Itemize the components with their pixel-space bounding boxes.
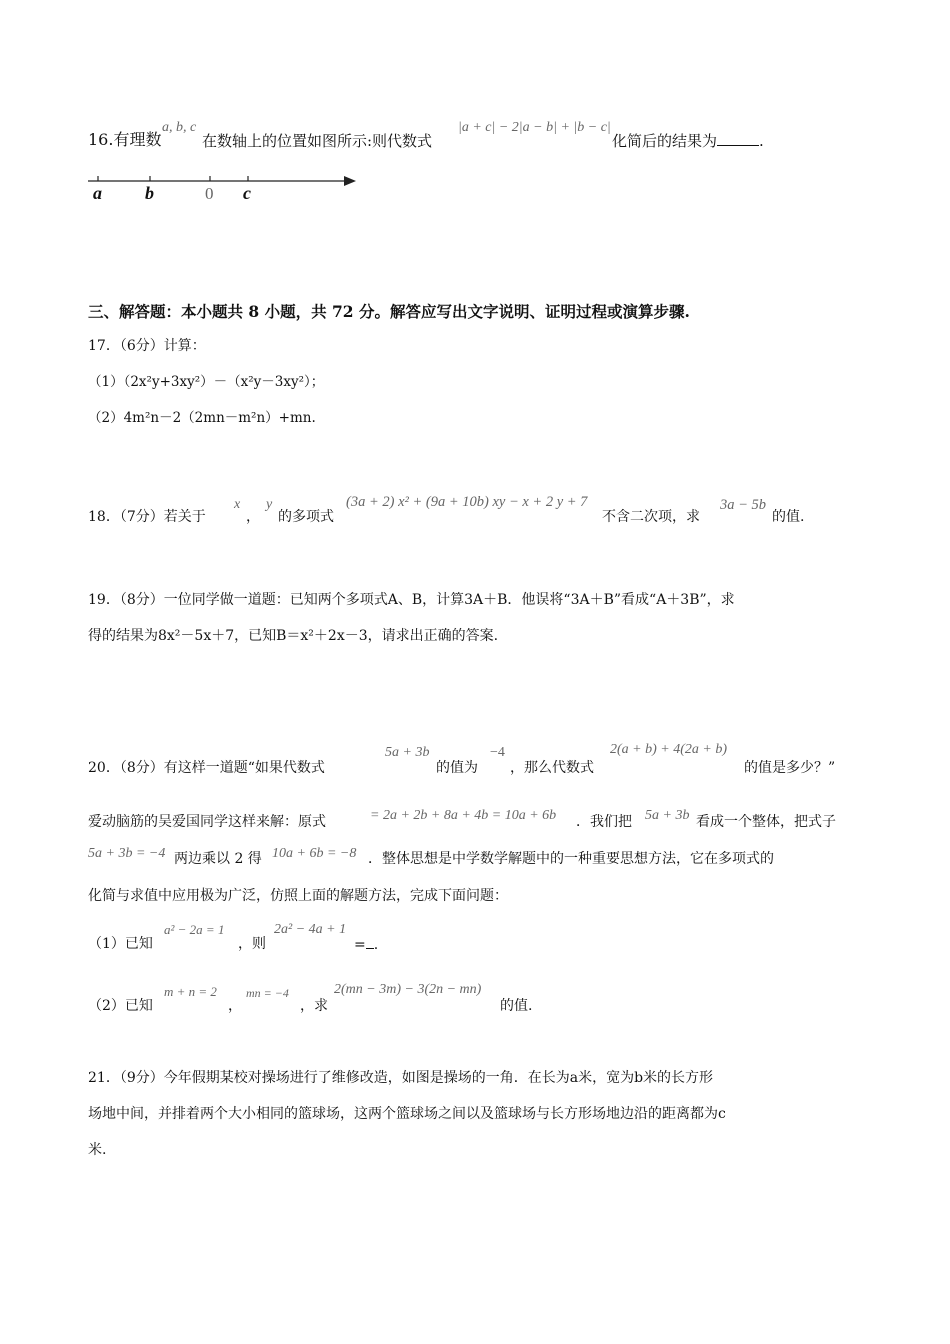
q19-line1: 19．（8分）一位同学做一道题：已知两个多项式A、B，计算3A＋B．他误将“3A＋B”看成“A＋3B”，求 [88, 592, 735, 608]
q18-sep: ， [246, 509, 260, 525]
q16-mid: 在数轴上的位置如图所示:则代数式 [202, 132, 433, 150]
q20-line4: 化简与求值中应用极为广泛，仿照上面的解题方法，完成下面问题： [88, 888, 508, 904]
q18-mid2: 不含二次项，求 [602, 509, 700, 525]
axis-label-c: c [243, 183, 251, 203]
q18-x: x [234, 497, 241, 512]
q20-sub1-answer [354, 934, 378, 955]
q21-line1: 21．（9分）今年假期某校对操场进行了维修改造，如图是操场的一角．在长为a米，宽为b米的长方形 [88, 1070, 714, 1086]
q18-y: y [266, 497, 273, 512]
q20-sub1-b: ，则 [238, 936, 266, 952]
axis-label-b: b [145, 183, 154, 203]
q18-head: 18．（7分）若关于 [88, 509, 206, 525]
q16-expr: |a + c| − 2|a − b| + |b − c| [458, 120, 611, 135]
q20-end1: 的值是多少？” [744, 760, 836, 776]
q16-suffix-text: 化简后的结果为 [612, 132, 718, 150]
q20-line2-c: 看成一个整体，把式子 [696, 814, 836, 830]
q20-expr2: −4 [490, 745, 505, 760]
q20-line3-b: ．整体思想是中学数学解题中的一种重要思想方法，它在多项式的 [368, 851, 774, 867]
q18-polynomial: (3a + 2) x² + (9a + 10b) xy − x + 2 y + 7 [346, 494, 588, 510]
q16-end: . [759, 132, 764, 150]
q19-line2: 得的结果为8x²－5x＋7，已知B＝x²＋2x－3，请求出正确的答案. [88, 628, 499, 644]
q17-part2: （2）4m²n－2（2mn－m²n）+mn. [88, 410, 316, 426]
q20-sub1-equals: = [354, 937, 366, 953]
q16-vars: a, b, c [162, 120, 197, 135]
number-line [86, 172, 362, 192]
q20-sub2-a: （2）已知 [88, 998, 153, 1014]
q20-sub2-c: ，求 [300, 998, 328, 1014]
q20-head: 20．（8分）有这样一道题“如果代数式 [88, 760, 325, 776]
q20-sub2-expr2: mn = −4 [246, 986, 289, 1000]
q20-line2-expr2: 5a + 3b [645, 808, 690, 823]
q20-expr3: 2(a + b) + 4(2a + b) [610, 742, 727, 757]
q20-sub2-expr: m + n = 2 [164, 984, 217, 999]
q17-head: 17．（6分）计算： [88, 338, 206, 354]
q21-line2: 场地中间，并排着两个大小相同的篮球场，这两个篮球场之间以及篮球场与长方形场地边沿的距离都为c [88, 1106, 726, 1122]
q20-sub1-dot: . [373, 937, 379, 953]
q16-prefix: 16.有理数 [88, 130, 162, 149]
q18-mid: 的多项式 [278, 509, 334, 525]
q20-sub1-expr2: 2a² − 4a + 1 [274, 922, 347, 937]
q20-expr1: 5a + 3b [385, 745, 430, 760]
q18-end: 的值. [772, 509, 805, 525]
q20-sub2-d: 的值. [500, 998, 533, 1014]
q20-sub1-expr: a² − 2a = 1 [164, 922, 225, 937]
q20-mid1: 的值为 [436, 760, 478, 776]
q20-line2-expr: = 2a + 2b + 8a + 4b = 10a + 6b [370, 808, 557, 823]
q20-line2-a: 爱动脑筋的吴爱国同学这样来解：原式 [88, 814, 326, 830]
q17-part1: （1）（2x²y+3xy²）－（x²y－3xy²）； [88, 374, 325, 390]
q20-line3-expr2: 10a + 6b = −8 [272, 846, 357, 861]
q20-sub1-blank [366, 934, 374, 949]
q20-line3-a: 两边乘以 2 得 [174, 851, 262, 867]
q20-sub2-expr3: 2(mn − 3m) − 3(2n − mn) [334, 982, 482, 997]
number-line-arrow [344, 176, 356, 186]
q20-line3-expr: 5a + 3b = −4 [88, 846, 166, 861]
q16-suffix [612, 131, 764, 151]
axis-label-a: a [93, 183, 102, 203]
q20-line2-b: ．我们把 [576, 814, 632, 830]
q18-expr: 3a − 5b [720, 497, 767, 513]
q20-sub1-a: （1）已知 [88, 936, 153, 952]
q20-mid2: ，那么代数式 [510, 760, 594, 776]
section-3-heading: 三、解答题：本小题共 8 小题，共 72 分。解答应写出文字说明、证明过程或演算步骤. [88, 302, 690, 321]
q16-answer-blank [717, 131, 759, 146]
q20-sub2-b: ， [228, 998, 242, 1014]
q21-line3: 米. [88, 1142, 107, 1158]
axis-label-zero: 0 [205, 184, 214, 203]
